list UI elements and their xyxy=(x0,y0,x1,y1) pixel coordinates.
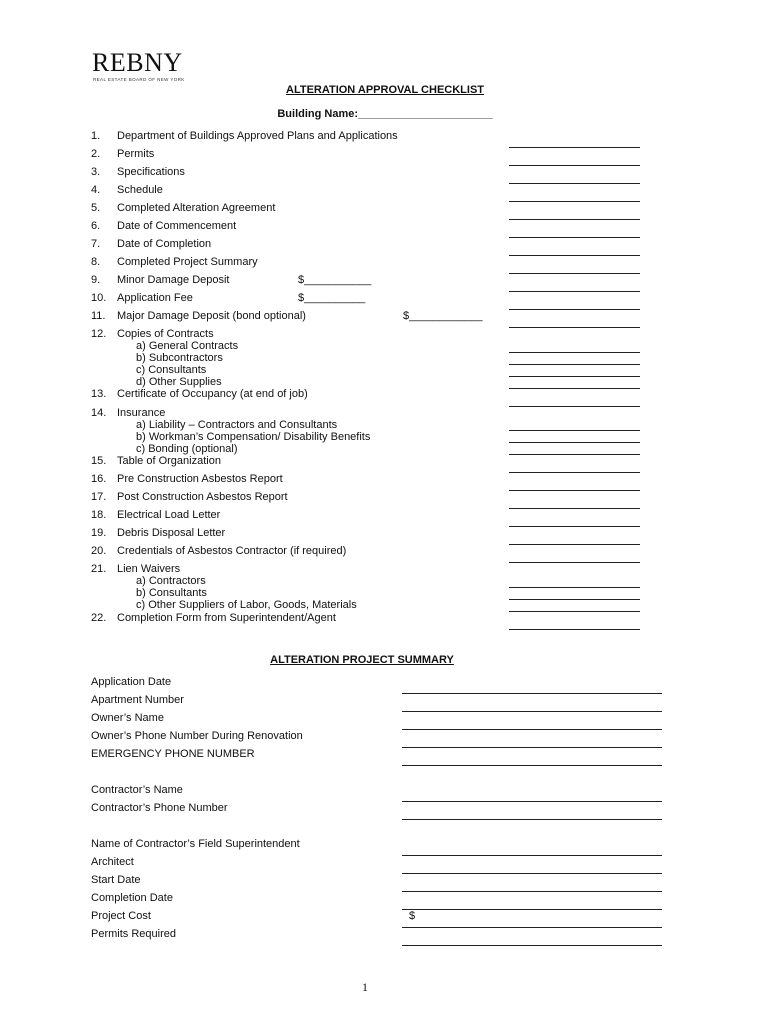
item-label: Credentials of Asbestos Contractor (if required) xyxy=(117,545,347,557)
item-number: 16. xyxy=(91,473,107,485)
item-number: 10. xyxy=(91,292,107,304)
summary-field-label: EMERGENCY PHONE NUMBER xyxy=(91,748,255,760)
summary-input-line[interactable] xyxy=(402,855,662,856)
item-number: 14. xyxy=(91,407,107,419)
checkoff-line[interactable] xyxy=(509,562,640,563)
item-label: Major Damage Deposit (bond optional) xyxy=(117,310,306,322)
checkoff-line[interactable] xyxy=(509,544,640,545)
item-label: Completion Form from Superintendent/Agent xyxy=(117,612,336,624)
checkoff-line[interactable] xyxy=(509,526,640,527)
checkoff-line[interactable] xyxy=(509,273,640,274)
checkoff-line[interactable] xyxy=(509,454,640,455)
summary-input-line[interactable] xyxy=(402,927,662,928)
item-number: 15. xyxy=(91,455,107,467)
logo-subtitle: REAL ESTATE BOARD OF NEW YORK xyxy=(93,77,185,82)
page-number: 1 xyxy=(362,980,368,994)
item-number: 11. xyxy=(91,310,106,322)
sub-item: c) Consultants xyxy=(136,364,207,376)
sub-item: a) Liability – Contractors and Consultants xyxy=(136,419,338,431)
checkoff-line[interactable] xyxy=(509,364,640,365)
summary-field-label: Apartment Number xyxy=(91,694,184,706)
summary-input-line[interactable] xyxy=(402,819,662,820)
sub-item: a) Contractors xyxy=(136,575,206,587)
checkoff-line[interactable] xyxy=(509,430,640,431)
checkoff-line[interactable] xyxy=(509,183,640,184)
summary-field-label: Owner’s Phone Number During Renovation xyxy=(91,730,303,742)
checkoff-line[interactable] xyxy=(509,291,640,292)
item-label: Electrical Load Letter xyxy=(117,509,221,521)
summary-input-line[interactable] xyxy=(402,693,662,694)
item-number: 5. xyxy=(91,202,101,214)
item-label: Pre Construction Asbestos Report xyxy=(117,473,283,485)
summary-title: ALTERATION PROJECT SUMMARY xyxy=(270,654,454,666)
checkoff-line[interactable] xyxy=(509,201,640,202)
checkoff-line[interactable] xyxy=(509,219,640,220)
summary-input-line[interactable] xyxy=(402,765,662,766)
item-number: 22. xyxy=(91,612,107,624)
item-number: 18. xyxy=(91,509,107,521)
minor-deposit-amount[interactable]: $___________ xyxy=(298,274,372,286)
item-label: Application Fee xyxy=(117,292,193,304)
item-number: 17. xyxy=(91,491,107,503)
item-label: Debris Disposal Letter xyxy=(117,527,226,539)
summary-field-label: Completion Date xyxy=(91,892,173,904)
checkoff-line[interactable] xyxy=(509,309,640,310)
summary-input-line[interactable] xyxy=(402,801,662,802)
item-label: Date of Completion xyxy=(117,238,212,250)
sub-item: b) Subcontractors xyxy=(136,352,223,364)
summary-field-label: Start Date xyxy=(91,874,141,886)
item-number: 1. xyxy=(91,130,101,142)
item-label: Completed Project Summary xyxy=(117,256,258,268)
item-label: Department of Buildings Approved Plans and Applications xyxy=(117,130,398,142)
summary-input-line[interactable] xyxy=(402,891,662,892)
summary-input-line[interactable] xyxy=(402,873,662,874)
checkoff-line[interactable] xyxy=(509,352,640,353)
item-label: Post Construction Asbestos Report xyxy=(117,491,288,503)
item-label: Insurance xyxy=(117,407,166,419)
checkoff-line[interactable] xyxy=(509,629,640,630)
sub-item: c) Bonding (optional) xyxy=(136,443,238,455)
item-number: 21. xyxy=(91,563,107,575)
application-fee-amount[interactable]: $__________ xyxy=(298,292,366,304)
project-cost-currency: $ xyxy=(409,910,416,922)
checkoff-line[interactable] xyxy=(509,327,640,328)
summary-field-label: Owner’s Name xyxy=(91,712,164,724)
checkoff-line[interactable] xyxy=(509,406,640,407)
checkoff-line[interactable] xyxy=(509,508,640,509)
item-label: Completed Alteration Agreement xyxy=(117,202,276,214)
checkoff-line[interactable] xyxy=(509,147,640,148)
summary-input-line[interactable] xyxy=(402,747,662,748)
checkoff-line[interactable] xyxy=(509,472,640,473)
item-label: Schedule xyxy=(117,184,163,196)
summary-field-label: Architect xyxy=(91,856,134,868)
summary-field-label: Contractor’s Phone Number xyxy=(91,802,228,814)
building-name-field[interactable]: Building Name:______________________ xyxy=(277,108,493,120)
sub-item: a) General Contracts xyxy=(136,340,239,352)
major-deposit-amount[interactable]: $____________ xyxy=(403,310,483,322)
checkoff-line[interactable] xyxy=(509,442,640,443)
checkoff-line[interactable] xyxy=(509,599,640,600)
checkoff-line[interactable] xyxy=(509,237,640,238)
summary-input-line[interactable] xyxy=(402,909,662,910)
item-number: 19. xyxy=(91,527,107,539)
item-label: Certificate of Occupancy (at end of job) xyxy=(117,388,308,400)
checkoff-line[interactable] xyxy=(509,165,640,166)
summary-input-line[interactable] xyxy=(402,711,662,712)
checkoff-line[interactable] xyxy=(509,490,640,491)
sub-item: d) Other Supplies xyxy=(136,376,222,388)
item-number: 2. xyxy=(91,148,101,160)
item-number: 8. xyxy=(91,256,101,268)
item-label: Specifications xyxy=(117,166,185,178)
summary-input-line[interactable] xyxy=(402,945,662,946)
item-label: Permits xyxy=(117,148,155,160)
summary-field-label: Name of Contractor’s Field Superintendent xyxy=(91,838,300,850)
checklist-title: ALTERATION APPROVAL CHECKLIST xyxy=(286,84,484,96)
item-label: Copies of Contracts xyxy=(117,328,214,340)
sub-item: b) Workman’s Compensation/ Disability Benefits xyxy=(136,431,371,443)
rebny-logo: REBNY xyxy=(92,48,183,77)
item-label: Table of Organization xyxy=(117,455,221,467)
item-number: 4. xyxy=(91,184,101,196)
checkoff-line[interactable] xyxy=(509,388,640,389)
sub-item: c) Other Suppliers of Labor, Goods, Materials xyxy=(136,599,357,611)
summary-input-line[interactable] xyxy=(402,729,662,730)
item-number: 13. xyxy=(91,388,107,400)
checkoff-line[interactable] xyxy=(509,255,640,256)
item-number: 6. xyxy=(91,220,101,232)
checkoff-line[interactable] xyxy=(509,611,640,612)
item-number: 3. xyxy=(91,166,101,178)
item-number: 7. xyxy=(91,238,101,250)
checkoff-line[interactable] xyxy=(509,376,640,377)
item-label: Minor Damage Deposit xyxy=(117,274,230,286)
summary-field-label: Contractor’s Name xyxy=(91,784,183,796)
item-number: 12. xyxy=(91,328,107,340)
item-number: 20. xyxy=(91,545,107,557)
checkoff-line[interactable] xyxy=(509,587,640,588)
summary-field-label: Application Date xyxy=(91,676,172,688)
item-label: Date of Commencement xyxy=(117,220,237,232)
summary-field-label: Project Cost xyxy=(91,910,151,922)
item-label: Lien Waivers xyxy=(117,563,181,575)
sub-item: b) Consultants xyxy=(136,587,207,599)
summary-field-label: Permits Required xyxy=(91,928,176,940)
item-number: 9. xyxy=(91,274,101,286)
